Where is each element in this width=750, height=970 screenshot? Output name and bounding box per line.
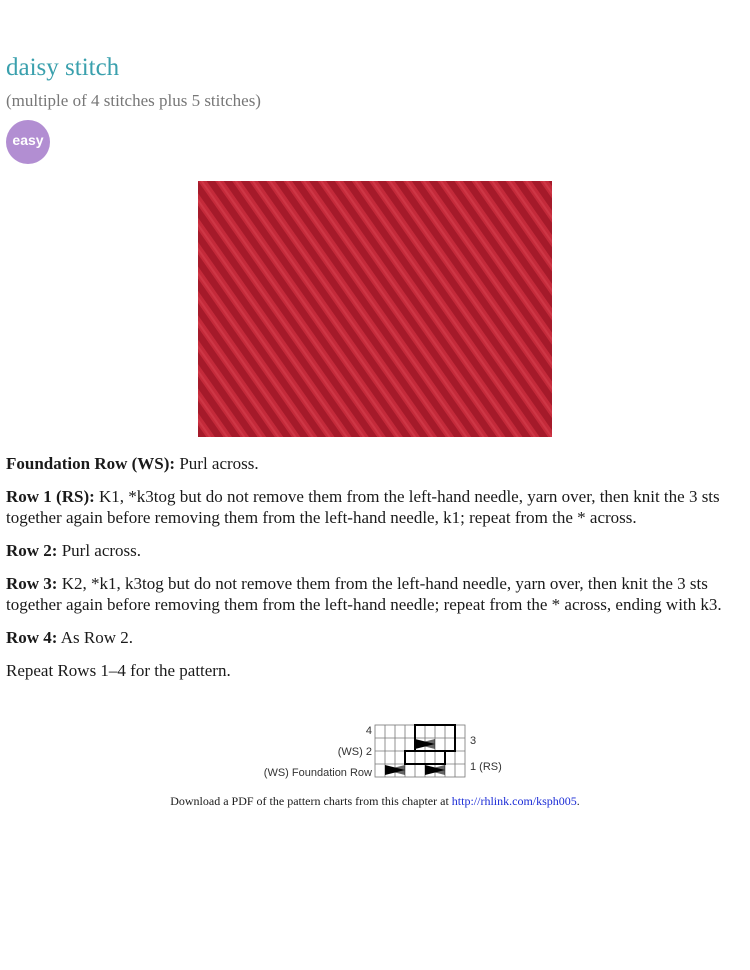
pattern-title: daisy stitch <box>6 54 120 81</box>
row-label: Row 1 (RS): <box>6 487 95 506</box>
row-text: Purl across. <box>57 541 142 560</box>
chart-label-row-3: 3 <box>470 735 477 747</box>
row-label: Row 3: <box>6 574 58 593</box>
row-1 <box>6 486 741 528</box>
footer-end: . <box>576 794 580 808</box>
row-2 <box>6 540 741 561</box>
row-foundation <box>6 453 741 474</box>
stitch-chart <box>247 722 507 782</box>
row-text: K1, *k3tog but do not remove them from the left-hand needle, yarn over, then knit the 3 sts together again before removing them from the left-hand needle, k1; repeat from the * across. <box>6 487 720 527</box>
chart-label-row-1: 1 (RS) <box>470 761 502 773</box>
row-text: K2, *k1, k3tog but do not remove them from the left-hand needle, yarn over, then knit the 3 sts together again before removing them from the left-hand needle; repeat from the * across, ending with k3. <box>6 574 722 614</box>
footer-note <box>0 794 750 809</box>
knit-swatch-photo <box>198 181 552 437</box>
row-text: Purl across. <box>175 454 259 473</box>
instructions <box>6 453 741 693</box>
pattern-subtitle: (multiple of 4 stitches plus 5 stitches) <box>6 91 261 110</box>
row-label: Row 2: <box>6 541 58 560</box>
row-4 <box>6 627 741 648</box>
chart-label-row-4: 4 <box>365 725 372 737</box>
chart-label-row-2: (WS) 2 <box>337 746 372 758</box>
footer-text: Download a PDF of the pattern charts from this chapter at <box>170 794 452 808</box>
row-label: Row 4: <box>6 628 58 647</box>
row-label: Foundation Row (WS): <box>6 454 176 473</box>
row-3 <box>6 573 741 615</box>
pdf-link[interactable]: http://rhlink.com/ksph005 <box>451 794 577 808</box>
row-text: As Row 2. <box>57 628 134 647</box>
chart-label-foundation: (WS) Foundation Row <box>263 767 372 779</box>
difficulty-badge: easy <box>6 120 50 164</box>
closing-note: Repeat Rows 1–4 for the pattern. <box>6 661 231 680</box>
